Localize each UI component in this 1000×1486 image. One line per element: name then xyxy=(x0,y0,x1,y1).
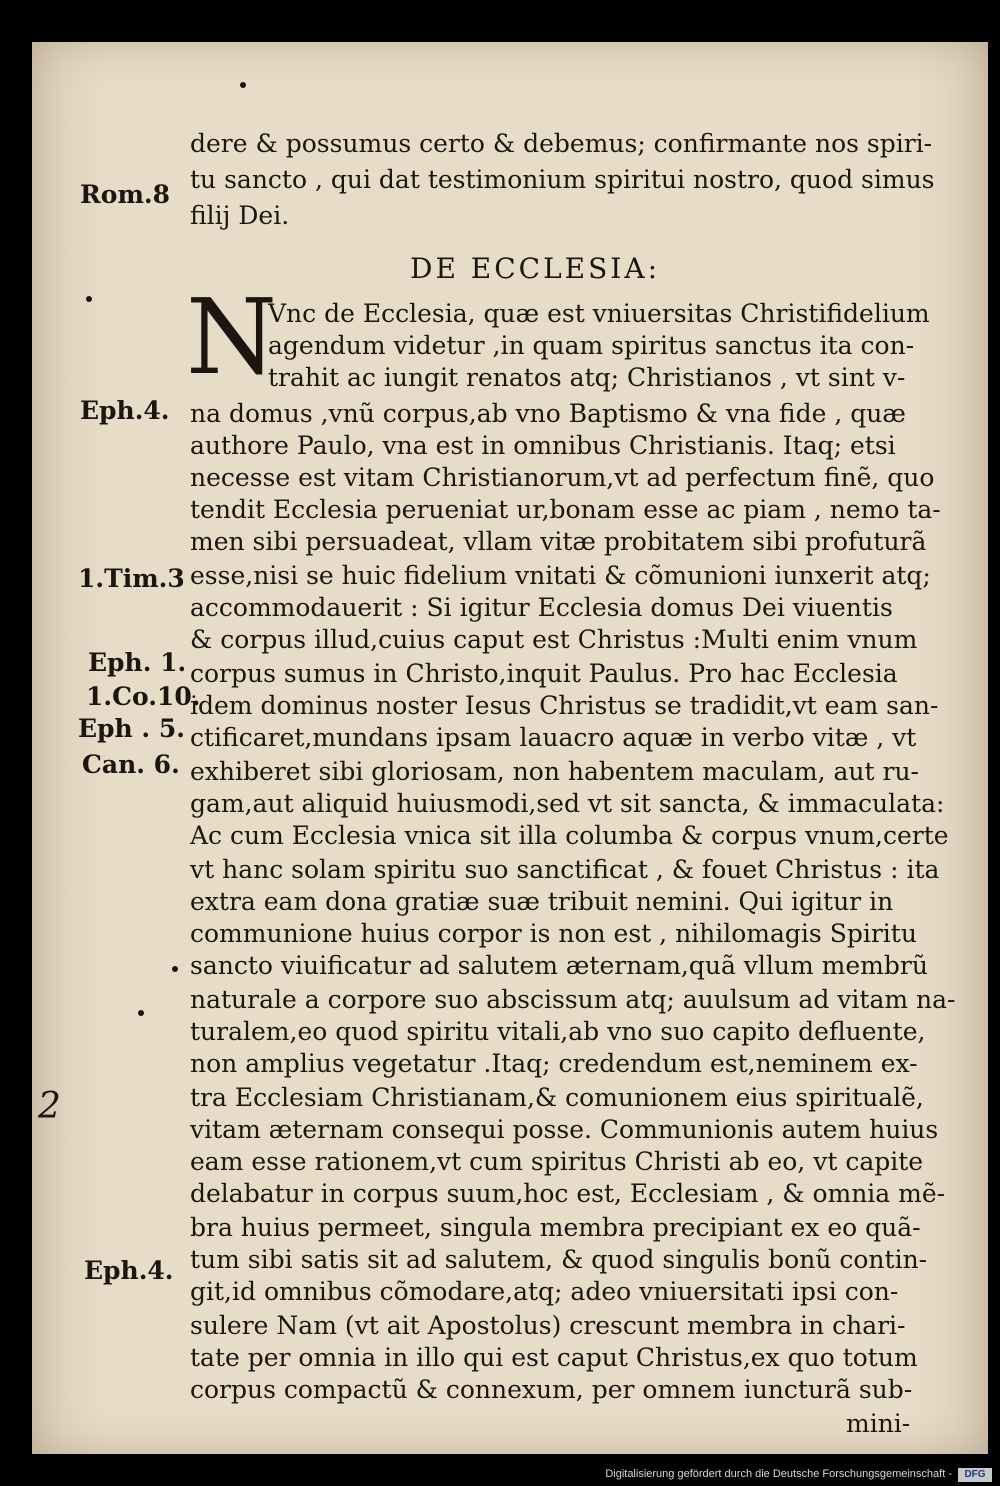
text-line: naturale a corpore suo abscissum atq; auulsum ad vitam na- xyxy=(190,985,956,1014)
margin-note-tim3: 1.Tim.3 xyxy=(78,564,185,593)
dfg-logo: DFG xyxy=(958,1468,992,1482)
margin-note-eph4-b: Eph.4. xyxy=(84,1256,174,1285)
ink-spot xyxy=(138,1010,144,1016)
margin-note-eph5: Eph . 5. xyxy=(78,714,185,743)
text-line: corpus compactũ & connexum, per omnem iuncturã sub- xyxy=(190,1375,913,1404)
drop-capital: N xyxy=(186,276,277,398)
margin-note-eph4: Eph.4. xyxy=(80,396,170,425)
text-line: na domus ,vnũ corpus,ab vno Baptismo & vna fide , quæ xyxy=(190,399,906,428)
text-line: eam esse rationem,vt cum spiritus Christi ab eo, vt capite xyxy=(190,1147,924,1176)
text-line: sulere Nam (vt ait Apostolus) crescunt membra in chari- xyxy=(190,1311,906,1340)
text-line: tate per omnia in illo qui est caput Christus,ex quo totum xyxy=(190,1343,918,1372)
text-line: dere & possumus certo & debemus; confirmante nos spiri- xyxy=(190,129,933,158)
text-line: Ac cum Ecclesia vnica sit illa columba & corpus vnum,certe xyxy=(190,821,949,850)
text-line: non amplius vegetatur .Itaq; credendum est,neminem ex- xyxy=(190,1049,918,1078)
ink-spot xyxy=(172,966,178,972)
text-line: turalem,eo quod spiritu vitali,ab vno suo capito defluente, xyxy=(190,1017,926,1046)
margin-note-rom8: Rom.8 xyxy=(80,180,171,209)
text-line: & corpus illud,cuius caput est Christus :Multi enim vnum xyxy=(190,625,918,654)
text-line: trahit ac iungit renatos atq; Christianos , vt sint v- xyxy=(268,363,906,392)
text-line: Vnc de Ecclesia, quæ est vniuersitas Christifidelium xyxy=(268,299,930,328)
text-line: men sibi persuadeat, vllam vitæ probitatem sibi profuturã xyxy=(190,527,927,556)
text-line: vt hanc solam spiritu suo sanctificat , & fouet Christus : ita xyxy=(190,855,940,884)
text-line: authore Paulo, vna est in omnibus Christianis. Itaq; etsi xyxy=(190,431,896,460)
handwritten-mark: 2 xyxy=(38,1086,61,1127)
text-line: gam,aut aliquid huiusmodi,sed vt sit sancta, & immaculata: xyxy=(190,789,945,818)
text-line: tu sancto , qui dat testimonium spiritui nostro, quod simus xyxy=(190,165,935,194)
section-heading: DE ECCLESIA: xyxy=(410,252,661,285)
text-line: agendum videtur ,in quam spiritus sanctus ita con- xyxy=(268,331,915,360)
text-line: git,id omnibus cõmodare,atq; adeo vniuersitati ipsi con- xyxy=(190,1277,899,1306)
text-line: bra huius permeet, singula membra precipiant ex eo quã- xyxy=(190,1213,921,1242)
footer-credit: Digitalisierung gefördert durch die Deutsche Forschungsgemeinschaft - xyxy=(605,1468,952,1480)
text-line: communione huius corpor is non est , nihilomagis Spiritu xyxy=(190,919,917,948)
margin-note-can6: Can. 6. xyxy=(82,750,180,779)
text-line: tum sibi satis sit ad salutem, & quod singulis bonũ contin- xyxy=(190,1245,928,1274)
text-line: filij Dei. xyxy=(190,201,290,230)
catchword: mini- xyxy=(846,1409,911,1438)
ink-spot xyxy=(86,296,92,302)
text-line: tendit Ecclesia perueniat ur,bonam esse ac piam , nemo ta- xyxy=(190,495,941,524)
text-line: esse,nisi se huic fidelium vnitati & cõmunioni iunxerit atq; xyxy=(190,561,931,590)
text-line: accommodauerit : Si igitur Ecclesia domus Dei viuentis xyxy=(190,593,893,622)
footer-bar xyxy=(0,1466,1000,1486)
text-line: vitam æternam consequi posse. Communionis autem huius xyxy=(190,1115,939,1144)
text-line: necesse est vitam Christianorum,vt ad perfectum finẽ, quo xyxy=(190,463,935,492)
text-line: delabatur in corpus suum,hoc est, Ecclesiam , & omnia mẽ- xyxy=(190,1179,946,1208)
text-line: tra Ecclesiam Christianam,& comunionem eius spiritualẽ, xyxy=(190,1083,924,1112)
ink-spot xyxy=(240,82,246,88)
margin-note-eph1: Eph. 1. xyxy=(88,648,187,677)
text-line: extra eam dona gratiæ suæ tribuit nemini. Qui igitur in xyxy=(190,887,894,916)
text-line: exhiberet sibi gloriosam, non habentem maculam, aut ru- xyxy=(190,757,919,786)
text-line: sancto viuificatur ad salutem æternam,quã vllum membrũ xyxy=(190,951,928,980)
text-line: corpus sumus in Christo,inquit Paulus. Pro hac Ecclesia xyxy=(190,659,898,688)
margin-note-co10: 1.Co.10. xyxy=(86,682,201,711)
text-line: ctificaret,mundans ipsam lauacro aquæ in verbo vitæ , vt xyxy=(190,723,917,752)
text-line: idem dominus noster Iesus Christus se tradidit,vt eam san- xyxy=(190,691,939,720)
